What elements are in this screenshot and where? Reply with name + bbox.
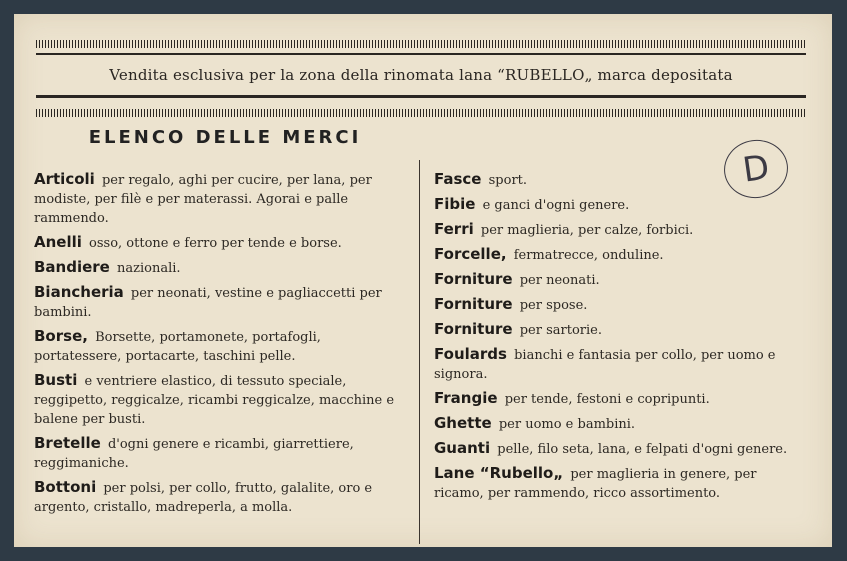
item-description: nazionali. <box>117 261 181 276</box>
item-heading: Guanti <box>434 439 491 457</box>
item-description: pelle, filo seta, lana, e felpati d'ogni genere. <box>497 442 788 457</box>
item-heading: Fasce <box>434 170 482 188</box>
item-description: per regalo, aghi per cucire, per lana, per modiste, per filè e per materassi. Agorai e palle rammendo. <box>34 173 372 226</box>
banner-text: Vendita esclusiva per la zona della rinomata lana “RUBELLO„ marca depositata <box>109 66 733 84</box>
list-item <box>34 283 408 322</box>
right-column <box>434 170 808 508</box>
item-heading: Bottoni <box>34 478 97 496</box>
list-item <box>434 345 808 384</box>
item-heading: Lane “Rubello„ <box>434 464 564 482</box>
list-item <box>434 170 808 190</box>
decorative-stripe-top <box>36 40 806 48</box>
item-description: e ganci d'ogni genere. <box>482 198 630 213</box>
item-description: per neonati, vestine e pagliaccetti per bambini. <box>34 286 382 320</box>
item-description: per spose. <box>519 298 588 313</box>
item-heading: Forniture <box>434 270 513 288</box>
item-description: sport. <box>488 173 528 188</box>
item-heading: Frangie <box>434 389 498 407</box>
list-item <box>34 327 408 366</box>
item-description: osso, ottone e ferro per tende e borse. <box>89 236 342 251</box>
item-heading: Anelli <box>34 233 82 251</box>
item-description: fermatrecce, onduline. <box>513 248 664 263</box>
item-heading: Fibie <box>434 195 476 213</box>
list-item <box>434 439 808 459</box>
page-title: ELENCO DELLE MERCI <box>88 127 362 148</box>
left-column <box>34 170 408 522</box>
list-item <box>34 371 408 429</box>
list-item <box>434 389 808 409</box>
item-heading: Biancheria <box>34 283 124 301</box>
item-heading: Busti <box>34 371 78 389</box>
item-description: Borsette, portamonete, portafogli, portatessere, portacarte, taschini pelle. <box>34 330 321 364</box>
list-item <box>434 464 808 503</box>
item-description: per neonati. <box>519 273 600 288</box>
item-heading: Ferri <box>434 220 474 238</box>
item-heading: Foulards <box>434 345 507 363</box>
column-divider <box>419 160 420 544</box>
list-item <box>34 434 408 473</box>
list-item <box>34 233 408 253</box>
item-heading: Ghette <box>434 414 492 432</box>
item-heading: Bandiere <box>34 258 110 276</box>
decorative-stripe-bottom <box>36 109 806 117</box>
list-item <box>434 245 808 265</box>
item-description: d'ogni genere e ricambi, giarrettiere, reggimaniche. <box>34 437 354 471</box>
list-item <box>34 258 408 278</box>
item-heading: Forniture <box>434 320 513 338</box>
handwritten-letter-stamp: D <box>720 136 791 202</box>
item-heading: Borse, <box>34 327 88 345</box>
list-item <box>34 478 408 517</box>
item-heading: Forniture <box>434 295 513 313</box>
item-description: per maglieria in genere, per ricamo, per rammendo, ricco assortimento. <box>434 467 757 501</box>
item-description: per polsi, per collo, frutto, galalite, oro e argento, cristallo, madreperla, a molla. <box>34 481 373 515</box>
list-item <box>434 270 808 290</box>
item-description: per maglieria, per calze, forbici. <box>480 223 694 238</box>
item-description: e ventriere elastico, di tessuto speciale, reggipetto, reggicalze, ricambi reggicalze, macchine e balene per busti. <box>34 374 395 427</box>
list-item <box>434 414 808 434</box>
item-heading: Bretelle <box>34 434 101 452</box>
rule-middle <box>36 95 806 98</box>
item-heading: Forcelle, <box>434 245 507 263</box>
list-item <box>434 220 808 240</box>
item-description: bianchi e fantasia per collo, per uomo e signora. <box>434 348 776 382</box>
rule-top <box>36 53 806 55</box>
item-description: per sartorie. <box>519 323 602 338</box>
list-item <box>34 170 408 228</box>
list-item <box>434 295 808 315</box>
list-item <box>434 195 808 215</box>
item-heading: Articoli <box>34 170 95 188</box>
item-description: per tende, festoni e copripunti. <box>504 392 710 407</box>
list-item <box>434 320 808 340</box>
item-description: per uomo e bambini. <box>498 417 636 432</box>
